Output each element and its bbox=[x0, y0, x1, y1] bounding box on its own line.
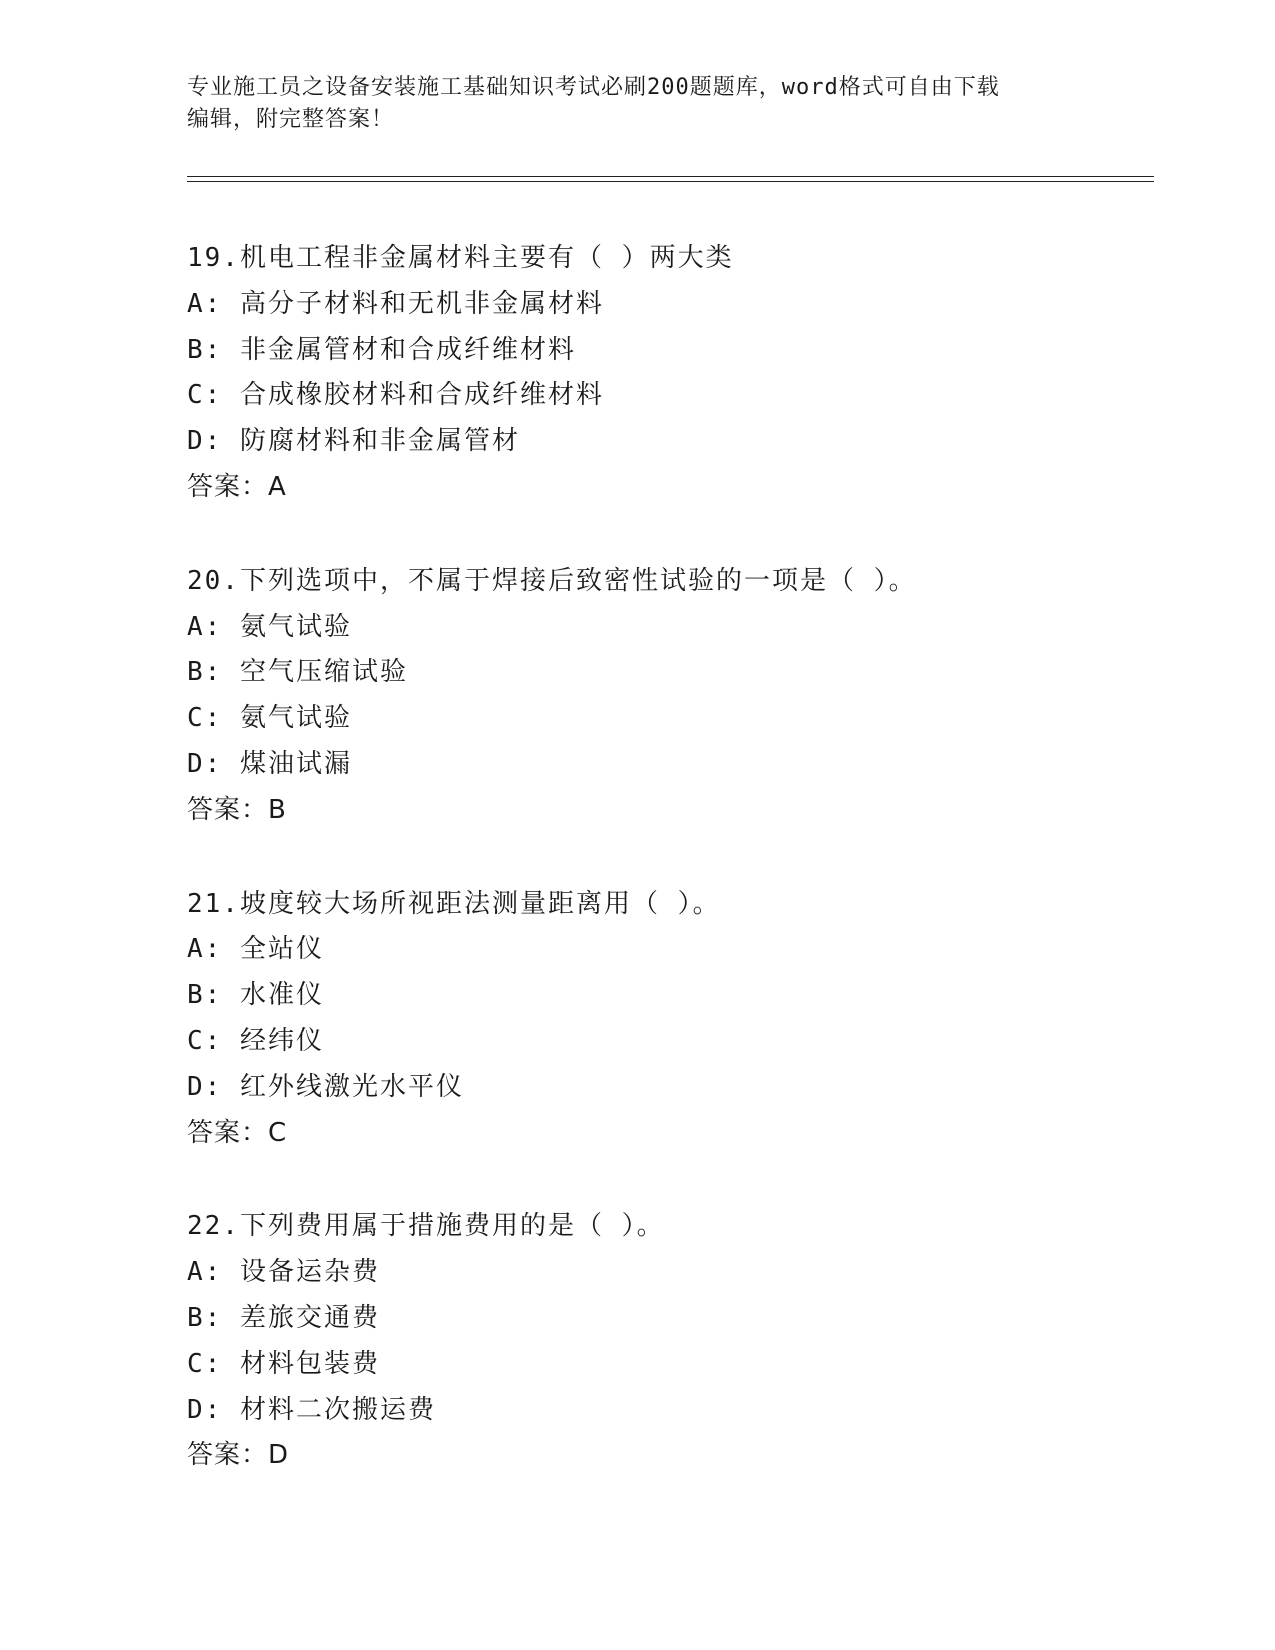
option-c: C: 氨气试验 bbox=[187, 703, 352, 734]
option-d: D: 红外线激光水平仪 bbox=[187, 1071, 464, 1102]
answer-line: 答案：A bbox=[187, 471, 287, 502]
answer-line: 答案：B bbox=[187, 794, 287, 825]
question-19 bbox=[187, 236, 1147, 511]
header-line-1: 专业施工员之设备安装施工基础知识考试必刷200题题库，word格式可自由下载 bbox=[187, 75, 1000, 100]
option-c: C: 材料包装费 bbox=[187, 1348, 380, 1379]
option-b: B: 空气压缩试验 bbox=[187, 657, 408, 688]
question-list bbox=[187, 236, 1147, 1527]
option-b: B: 水准仪 bbox=[187, 980, 324, 1011]
question-stem: 19.机电工程非金属材料主要有（ ）两大类 bbox=[187, 243, 734, 273]
question-stem: 22.下列费用属于措施费用的是（ ）。 bbox=[187, 1211, 665, 1242]
option-d: D: 防腐材料和非金属管材 bbox=[187, 426, 520, 457]
header-line-2: 编辑，附完整答案！ bbox=[187, 107, 395, 132]
option-d: D: 材料二次搬运费 bbox=[187, 1394, 436, 1425]
option-a: A: 氨气试验 bbox=[187, 611, 352, 642]
option-a: A: 高分子材料和无机非金属材料 bbox=[187, 288, 604, 319]
option-a: A: 设备运杂费 bbox=[187, 1257, 380, 1288]
document-header bbox=[187, 72, 1087, 136]
option-c: C: 经纬仪 bbox=[187, 1025, 324, 1056]
option-d: D: 煤油试漏 bbox=[187, 748, 352, 779]
question-21 bbox=[187, 882, 1147, 1157]
question-22 bbox=[187, 1204, 1147, 1479]
question-stem: 20.下列选项中，不属于焊接后致密性试验的一项是（ ）。 bbox=[187, 565, 917, 596]
answer-line: 答案：D bbox=[187, 1440, 290, 1471]
question-stem: 21.坡度较大场所视距法测量距离用（ ）。 bbox=[187, 888, 721, 919]
question-20 bbox=[187, 559, 1147, 834]
option-b: B: 非金属管材和合成纤维材料 bbox=[187, 334, 576, 365]
header-divider-bottom bbox=[187, 181, 1154, 182]
option-b: B: 差旅交通费 bbox=[187, 1302, 380, 1333]
option-a: A: 全站仪 bbox=[187, 934, 324, 965]
header-divider-top bbox=[187, 176, 1154, 177]
answer-line: 答案：C bbox=[187, 1117, 288, 1148]
option-c: C: 合成橡胶材料和合成纤维材料 bbox=[187, 380, 604, 411]
